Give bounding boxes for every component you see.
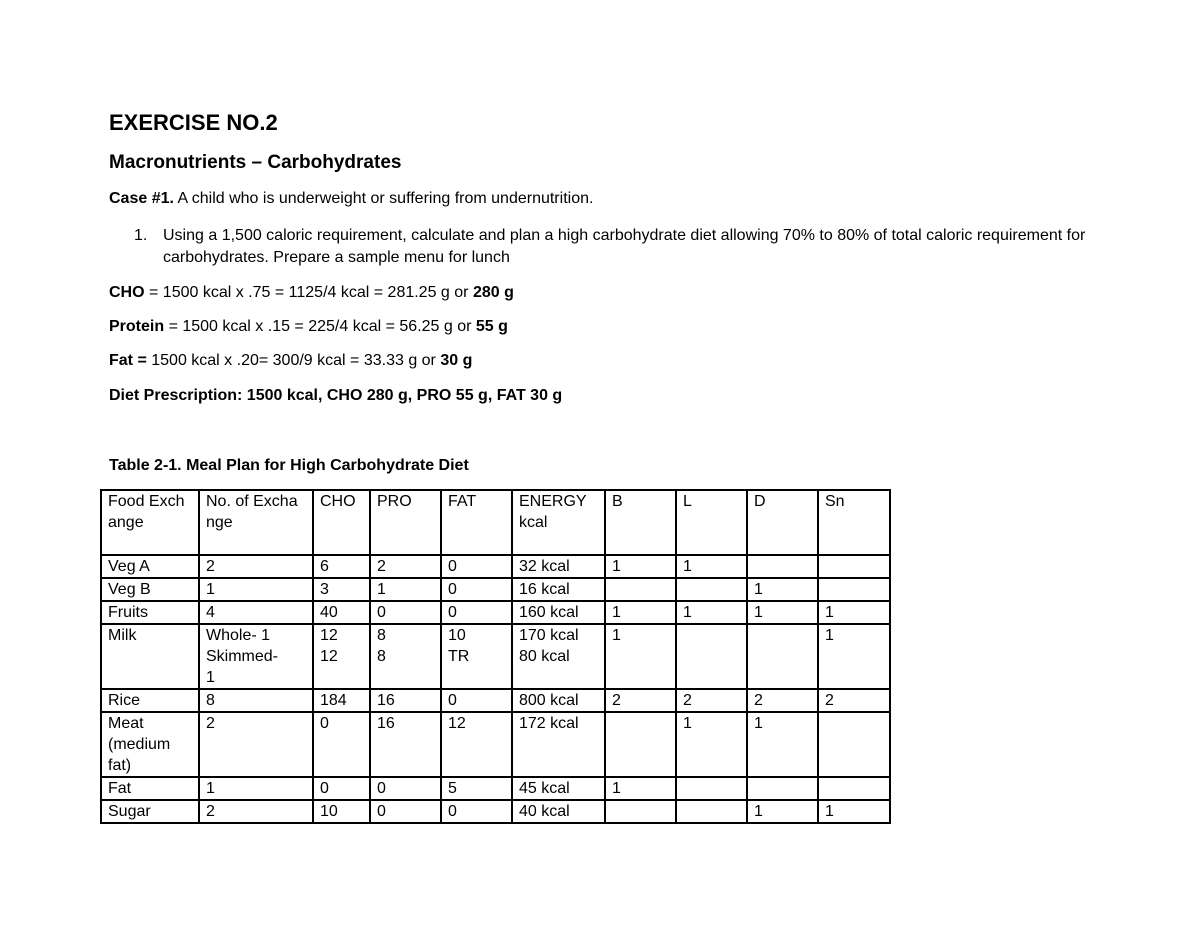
header-cho: CHO (313, 490, 370, 555)
header-pro: PRO (370, 490, 441, 555)
cell-cho (313, 777, 370, 800)
cell-pro (370, 689, 441, 712)
cell-line: 3 (320, 581, 329, 598)
cell-energy (512, 777, 605, 800)
cell-snack (818, 777, 890, 800)
cell-line: 8 (206, 692, 215, 709)
instruction-text: Using a 1,500 caloric requirement, calculate and plan a high carbohydrate diet allowing 70% to 80% of total caloric requirement for carbohydrates. Prepare a sample menu for lunch (163, 227, 1086, 266)
cell-line: 1 (754, 715, 763, 732)
cell-line: Meat (108, 715, 144, 732)
cell-line: TR (448, 648, 470, 665)
cell-dinner (747, 578, 818, 601)
cell-line: Veg A (108, 558, 150, 575)
cell-cho (313, 800, 370, 823)
cell-lunch (676, 689, 747, 712)
cell-cho (313, 578, 370, 601)
cell-food-exchange (101, 555, 199, 578)
cell-food-exchange (101, 712, 199, 777)
table-row (101, 800, 890, 823)
cell-line: 0 (448, 692, 457, 709)
cell-dinner (747, 712, 818, 777)
cell-line: 0 (448, 803, 457, 820)
cell-energy (512, 689, 605, 712)
cell-pro (370, 624, 441, 689)
cell-breakfast (605, 555, 676, 578)
meal-plan-table (100, 489, 891, 824)
header-food-exchange: Food Exchange (101, 490, 199, 555)
protein-result: 55 g (475, 318, 508, 335)
cell-line (825, 713, 883, 734)
cell-line: 2 (683, 692, 692, 709)
cell-fat (441, 555, 512, 578)
cell-line: 1 (754, 803, 763, 820)
cell-pro (370, 555, 441, 578)
cell-line: Whole- 1 (206, 627, 271, 644)
cell-line: 2 (206, 715, 215, 732)
cell-fat (441, 800, 512, 823)
cell-snack (818, 712, 890, 777)
cell-line: 2 (206, 803, 215, 820)
table-row (101, 578, 890, 601)
cell-breakfast (605, 712, 676, 777)
cell-pro (370, 601, 441, 624)
cell-breakfast (605, 777, 676, 800)
cell-line: 12 (320, 627, 338, 644)
table-caption: Table 2-1. Meal Plan for High Carbohydrate Diet (109, 457, 469, 474)
cell-snack (818, 578, 890, 601)
cell-energy (512, 601, 605, 624)
cell-line: 0 (377, 604, 386, 621)
cell-line (683, 579, 740, 600)
cell-snack (818, 800, 890, 823)
cell-line: 1 (612, 558, 621, 575)
cell-line: 1 (683, 604, 692, 621)
cell-pro (370, 800, 441, 823)
cell-line: Rice (108, 692, 141, 709)
cell-line: 40 kcal (519, 803, 570, 820)
case-label: Case #1. (109, 190, 174, 207)
cell-lunch (676, 800, 747, 823)
cell-line: 0 (448, 558, 457, 575)
cell-line: 8 (377, 627, 386, 644)
cell-line: 6 (320, 558, 329, 575)
cell-snack (818, 555, 890, 578)
cell-line: 0 (320, 715, 329, 732)
cell-fat (441, 601, 512, 624)
cell-lunch (676, 578, 747, 601)
cell-energy (512, 578, 605, 601)
cell-breakfast (605, 624, 676, 689)
cho-formula: = 1500 kcal x .75 = 1125/4 kcal = 281.25 g or (144, 284, 473, 301)
cell-line: 0 (377, 780, 386, 797)
cell-line (612, 579, 669, 600)
cell-snack (818, 689, 890, 712)
cell-dinner (747, 601, 818, 624)
fat-label: Fat = (109, 352, 147, 369)
cell-food-exchange (101, 624, 199, 689)
cell-food-exchange (101, 777, 199, 800)
cell-line: 184 (320, 692, 347, 709)
cell-line: Veg B (108, 581, 151, 598)
cell-line: 10 (320, 803, 338, 820)
fat-result: 30 g (440, 352, 473, 369)
diet-prescription: Diet Prescription: 1500 kcal, CHO 280 g, PRO 55 g, FAT 30 g (109, 387, 563, 404)
cell-line: 1 (825, 604, 834, 621)
header-no-of-exchange: No. of Exchange (199, 490, 313, 555)
cell-no-of-exchange (199, 601, 313, 624)
cell-lunch (676, 712, 747, 777)
cell-fat (441, 578, 512, 601)
cell-line: 10 (448, 627, 466, 644)
cell-energy (512, 800, 605, 823)
cell-lunch (676, 555, 747, 578)
cell-line: 1 (612, 780, 621, 797)
cell-dinner (747, 624, 818, 689)
cell-no-of-exchange (199, 624, 313, 689)
cell-line: 1 (825, 803, 834, 820)
cell-no-of-exchange (199, 689, 313, 712)
header-energy: ENERGY kcal (512, 490, 605, 555)
cho-result: 280 g (472, 284, 514, 301)
cho-calculation (109, 284, 514, 302)
cell-line: 1 (754, 581, 763, 598)
cell-fat (441, 624, 512, 689)
cell-breakfast (605, 689, 676, 712)
header-dinner: D (747, 490, 818, 555)
header-lunch: L (676, 490, 747, 555)
cell-line: 12 (448, 715, 466, 732)
cell-fat (441, 712, 512, 777)
cell-pro (370, 712, 441, 777)
case-statement (109, 190, 593, 208)
cell-line: 12 (320, 648, 338, 665)
page-subtitle: Macronutrients – Carbohydrates (109, 152, 402, 173)
cell-line: Skimmed- (206, 648, 279, 665)
cell-line: 1 (206, 581, 215, 598)
cell-no-of-exchange (199, 800, 313, 823)
cell-cho (313, 601, 370, 624)
cell-cho (313, 555, 370, 578)
cell-line (683, 778, 740, 799)
cell-line (825, 778, 883, 799)
cell-no-of-exchange (199, 555, 313, 578)
cell-snack (818, 601, 890, 624)
cell-energy (512, 712, 605, 777)
cell-line: 5 (448, 780, 457, 797)
cell-food-exchange (101, 689, 199, 712)
cell-line: 172 kcal (519, 715, 579, 732)
cell-line: 40 (320, 604, 338, 621)
header-row (101, 490, 890, 555)
cell-line: 2 (825, 692, 834, 709)
cell-line: 16 kcal (519, 581, 570, 598)
cell-line: 16 (377, 692, 395, 709)
cell-line (825, 579, 883, 600)
instruction-item (134, 225, 1094, 269)
cell-energy (512, 624, 605, 689)
table-row (101, 689, 890, 712)
cell-energy (512, 555, 605, 578)
cell-no-of-exchange (199, 712, 313, 777)
cell-line: Fruits (108, 604, 148, 621)
cell-breakfast (605, 601, 676, 624)
cell-line (612, 801, 669, 822)
instruction-number: 1. (134, 227, 148, 244)
table-header (101, 490, 890, 555)
cell-cho (313, 689, 370, 712)
cell-line: fat) (108, 757, 132, 774)
cell-line: 2 (612, 692, 621, 709)
page-title: EXERCISE NO.2 (109, 110, 278, 135)
cell-line: 2 (206, 558, 215, 575)
table-row (101, 712, 890, 777)
table-row (101, 777, 890, 800)
cell-line: 1 (683, 558, 692, 575)
cell-line: 0 (448, 604, 457, 621)
cell-line (683, 801, 740, 822)
header-fat: FAT (441, 490, 512, 555)
cell-dinner (747, 689, 818, 712)
cell-line: 16 (377, 715, 395, 732)
cell-no-of-exchange (199, 777, 313, 800)
cell-breakfast (605, 800, 676, 823)
cell-line: 45 kcal (519, 780, 570, 797)
cell-line (754, 556, 811, 577)
cell-line: 32 kcal (519, 558, 570, 575)
cell-dinner (747, 555, 818, 578)
cell-line: 1 (683, 715, 692, 732)
cell-line: 1 (754, 604, 763, 621)
fat-calculation (109, 352, 472, 370)
cell-line (825, 556, 883, 577)
case-text: A child who is underweight or suffering from undernutrition. (177, 190, 594, 207)
cell-line: 1 (206, 780, 215, 797)
cell-line: Fat (108, 780, 132, 797)
cell-line: (medium (108, 736, 171, 753)
cell-pro (370, 777, 441, 800)
cell-line (612, 713, 669, 734)
cell-cho (313, 624, 370, 689)
cell-snack (818, 624, 890, 689)
cell-line: 1 (206, 669, 215, 686)
protein-formula: = 1500 kcal x .15 = 225/4 kcal = 56.25 g or (164, 318, 476, 335)
cell-line: 1 (825, 627, 834, 644)
cell-line (754, 625, 811, 646)
cell-cho (313, 712, 370, 777)
cell-line: 80 kcal (519, 648, 570, 665)
cell-line: 0 (448, 581, 457, 598)
cell-line (754, 778, 811, 799)
cell-food-exchange (101, 578, 199, 601)
cell-food-exchange (101, 601, 199, 624)
cell-line: Sugar (108, 803, 151, 820)
cell-line: 1 (612, 627, 621, 644)
cell-line: 0 (377, 803, 386, 820)
cell-line: 2 (377, 558, 386, 575)
cell-lunch (676, 624, 747, 689)
cell-lunch (676, 777, 747, 800)
cell-lunch (676, 601, 747, 624)
table-row (101, 624, 890, 689)
cell-line (683, 625, 740, 646)
fat-formula: 1500 kcal x .20= 300/9 kcal = 33.33 g or (146, 352, 441, 369)
cell-line: 1 (377, 581, 386, 598)
cell-breakfast (605, 578, 676, 601)
protein-calculation (109, 318, 508, 336)
cell-fat (441, 689, 512, 712)
cell-no-of-exchange (199, 578, 313, 601)
table-body (101, 555, 890, 823)
cell-line: 160 kcal (519, 604, 579, 621)
protein-label: Protein (109, 318, 165, 335)
table-row (101, 601, 890, 624)
table-row (101, 555, 890, 578)
cell-line: 170 kcal (519, 627, 579, 644)
header-snack: Sn (818, 490, 890, 555)
cell-line: 0 (320, 780, 329, 797)
cho-label: CHO (109, 284, 145, 301)
cell-line: 2 (754, 692, 763, 709)
cell-dinner (747, 800, 818, 823)
cell-line: Milk (108, 627, 137, 644)
cell-pro (370, 578, 441, 601)
cell-line: 8 (377, 648, 386, 665)
cell-line: 4 (206, 604, 215, 621)
cell-fat (441, 777, 512, 800)
cell-line: 800 kcal (519, 692, 579, 709)
cell-food-exchange (101, 800, 199, 823)
cell-line: 1 (612, 604, 621, 621)
header-breakfast: B (605, 490, 676, 555)
cell-dinner (747, 777, 818, 800)
